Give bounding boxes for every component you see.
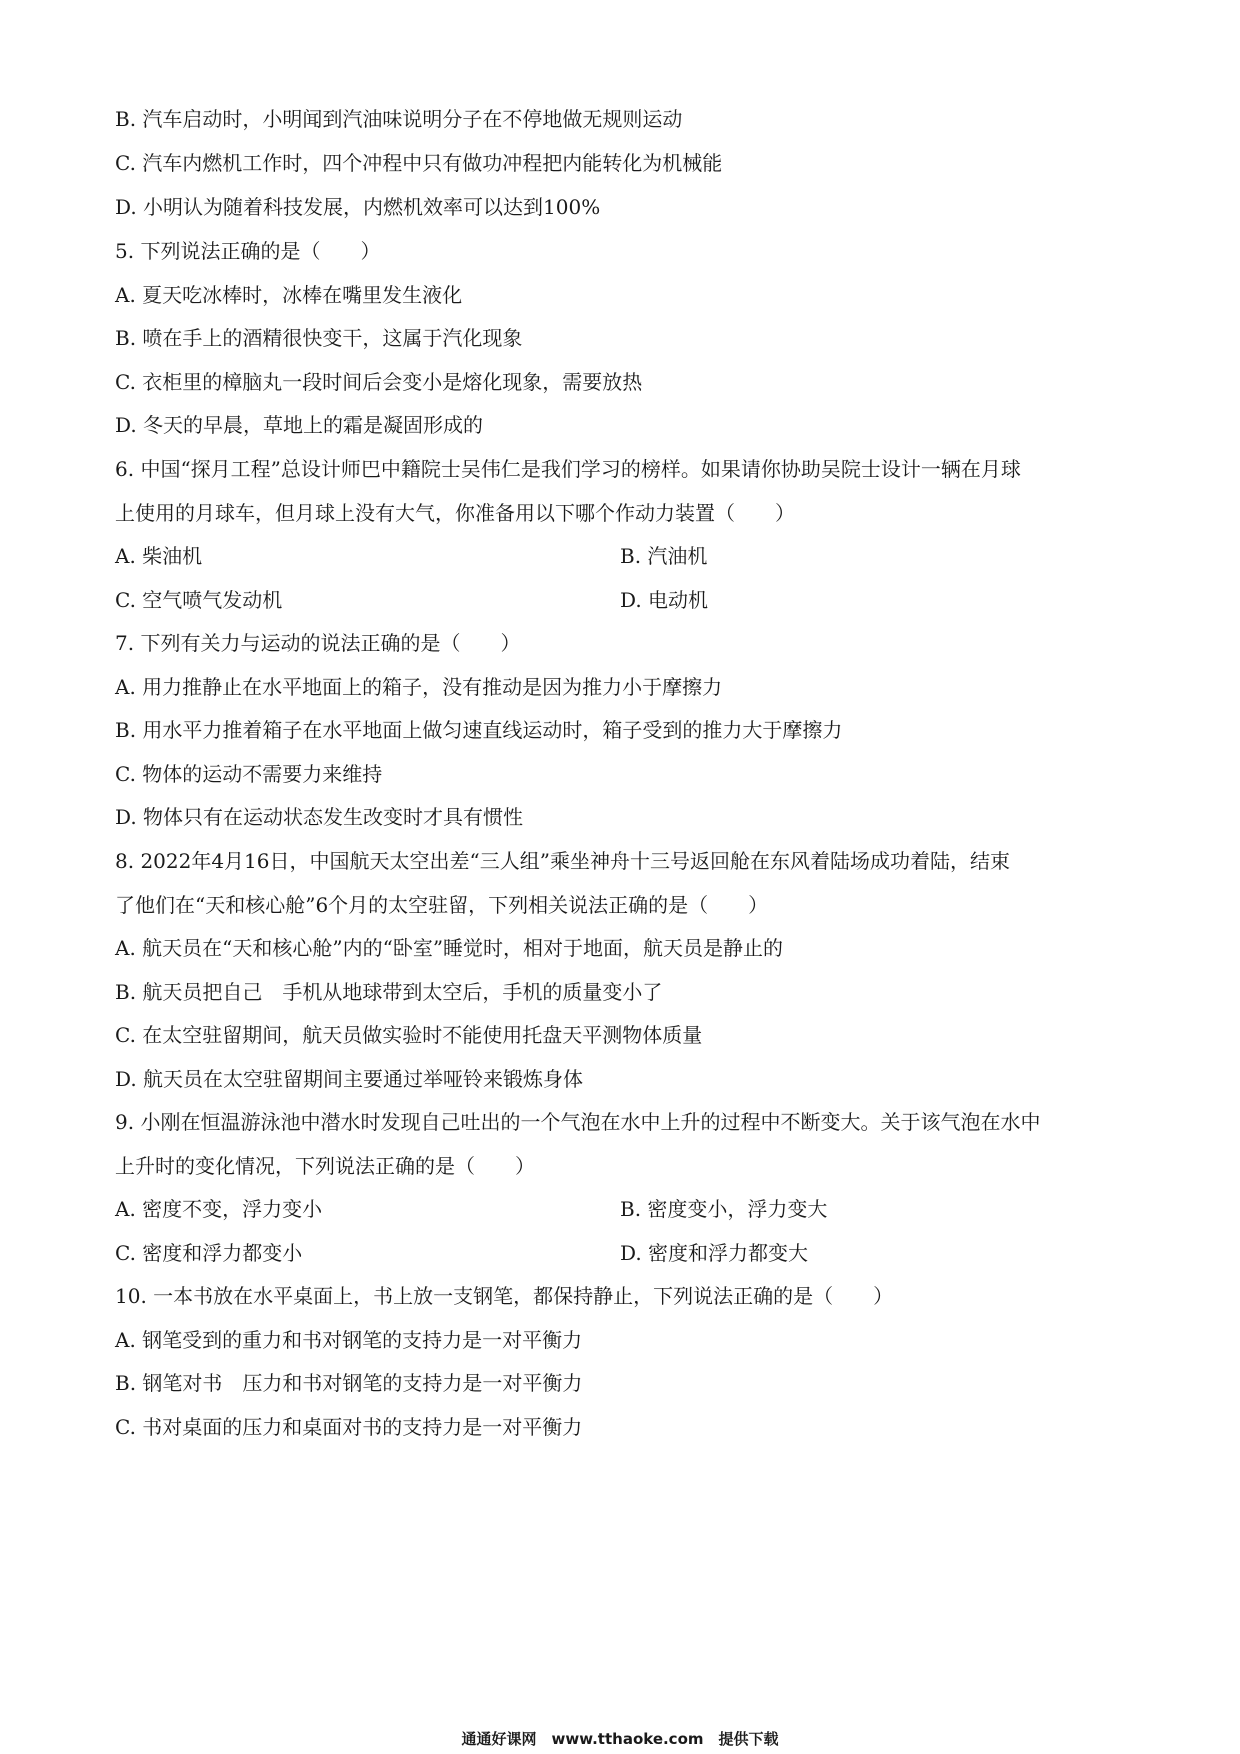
q8-option-b: B. 航天员把自己 手机从地球带到太空后，手机的质量变小了	[115, 980, 663, 1004]
q4-option-d: D. 小明认为随着科技发展，内燃机效率可以达到100%	[115, 195, 601, 219]
q9-stem-line2: 上升时的变化情况，下列说法正确的是（ ）	[115, 1154, 535, 1178]
q4-option-c: C. 汽车内燃机工作时，四个冲程中只有做功冲程把内能转化为机械能	[115, 151, 723, 175]
q4-option-b: B. 汽车启动时，小明闻到汽油味说明分子在不停地做无规则运动	[115, 107, 683, 131]
q7-stem: 7. 下列有关力与运动的说法正确的是（ ）	[115, 631, 521, 655]
q7-option-c: C. 物体的运动不需要力来维持	[115, 762, 383, 786]
q5-option-d: D. 冬天的早晨，草地上的霜是凝固形成的	[115, 413, 484, 437]
q9-option-b: B. 密度变小，浮力变大	[620, 1197, 828, 1221]
q9-option-a: A. 密度不变，浮力变小	[115, 1197, 323, 1221]
q8-option-d: D. 航天员在太空驻留期间主要通过举哑铃来锻炼身体	[115, 1067, 584, 1091]
q10-stem: 10. 一本书放在水平桌面上，书上放一支钢笔，都保持静止，下列说法正确的是（ ）	[115, 1284, 894, 1308]
q7-option-d: D. 物体只有在运动状态发生改变时才具有惯性	[115, 805, 524, 829]
q6-option-c: C. 空气喷气发动机	[115, 588, 283, 612]
page-footer: 通通好课网 www.tthaoke.com 提供下载	[461, 1730, 779, 1748]
q8-stem-line2: 了他们在“天和核心舱”6个月的太空驻留，下列相关说法正确的是（ ）	[115, 893, 769, 917]
q6-option-d: D. 电动机	[620, 588, 709, 612]
q8-option-a: A. 航天员在“天和核心舱”内的“卧室”睡觉时，相对于地面，航天员是静止的	[115, 936, 784, 960]
q9-stem-line1: 9. 小刚在恒温游泳池中潜水时发现自己吐出的一个气泡在水中上升的过程中不断变大。关于该气泡在水中	[115, 1110, 1041, 1134]
q5-option-c: C. 衣柜里的樟脑丸一段时间后会变小是熔化现象，需要放热	[115, 370, 643, 394]
q5-stem: 5. 下列说法正确的是（ ）	[115, 239, 381, 263]
q6-stem-line2: 上使用的月球车，但月球上没有大气，你准备用以下哪个作动力装置（ ）	[115, 501, 795, 525]
q10-option-b: B. 钢笔对书 压力和书对钢笔的支持力是一对平衡力	[115, 1371, 583, 1395]
q10-option-a: A. 钢笔受到的重力和书对钢笔的支持力是一对平衡力	[115, 1328, 583, 1352]
q9-option-c: C. 密度和浮力都变小	[115, 1241, 303, 1265]
q6-option-b: B. 汽油机	[620, 544, 708, 568]
q5-option-a: A. 夏天吃冰棒时，冰棒在嘴里发生液化	[115, 283, 463, 307]
q9-option-d: D. 密度和浮力都变大	[620, 1241, 809, 1265]
q8-stem-line1: 8. 2022年4月16日，中国航天太空出差“三人组”乘坐神舟十三号返回舱在东风着陆场成功着陆，结束	[115, 849, 1010, 873]
q10-option-c: C. 书对桌面的压力和桌面对书的支持力是一对平衡力	[115, 1415, 583, 1439]
q8-option-c: C. 在太空驻留期间，航天员做实验时不能使用托盘天平测物体质量	[115, 1023, 703, 1047]
q5-option-b: B. 喷在手上的酒精很快变干，这属于汽化现象	[115, 326, 523, 350]
q6-option-a: A. 柴油机	[115, 544, 203, 568]
q6-stem-line1: 6. 中国“探月工程”总设计师巴中籍院士吴伟仁是我们学习的榜样。如果请你协助吴院士设计一辆在月球	[115, 457, 1021, 481]
q7-option-b: B. 用水平力推着箱子在水平地面上做匀速直线运动时，箱子受到的推力大于摩擦力	[115, 718, 843, 742]
q7-option-a: A. 用力推静止在水平地面上的箱子，没有推动是因为推力小于摩擦力	[115, 675, 723, 699]
